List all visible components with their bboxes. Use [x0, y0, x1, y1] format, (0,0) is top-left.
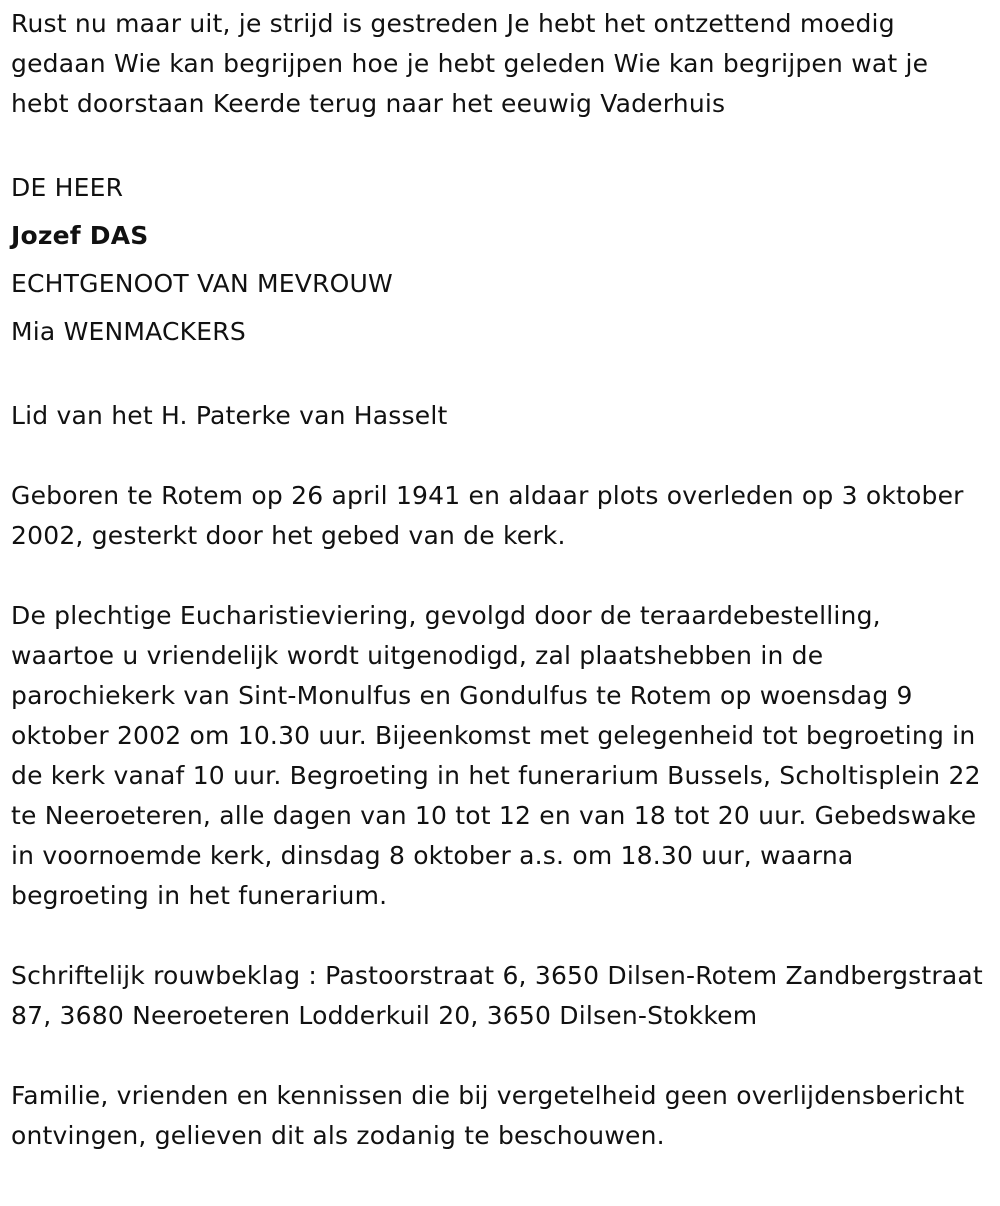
- title-line: DE HEER: [11, 173, 124, 202]
- deceased-name: Jozef DAS: [11, 221, 149, 250]
- spouse-name: Mia WENMACKERS: [11, 317, 246, 346]
- ceremony-paragraph: De plechtige Eucharistieviering, gevolgd door de teraardebestelling, waartoe u vriendelijk wordt uitgenodigd, zal plaatshebben in de parochiekerk van Sint-Monulfus en Gondulfus te Rotem op woensdag 9 oktober 2002 om 10.30 uur. Bijeenkomst met gelegenheid tot begroeting in de kerk vanaf 10 uur. Begroeting in het funerarium Bussels, Scholtisplein 22 te Neeroeteren, alle dagen van 10 tot 12 en van 18 tot 20 uur. Gebedswake in voornoemde kerk, dinsdag 8 oktober a.s. om 18.30 uur, waarna begroeting in het funerarium.: [11, 601, 981, 910]
- spacer: [11, 356, 990, 396]
- spacer: [11, 1036, 990, 1076]
- condolence-address-paragraph: Schriftelijk rouwbeklag : Pastoorstraat 6, 3650 Dilsen-Rotem Zandbergstraat 87, 3680 Neeroeteren Lodderkuil 20, 3650 Dilsen-Stokkem: [11, 961, 983, 1030]
- poem-paragraph: Rust nu maar uit, je strijd is gestreden Je hebt het ontzettend moedig gedaan Wie kan begrijpen hoe je hebt geleden Wie kan begrijpen wat je hebt doorstaan Keerde terug naar het eeuwig Vaderhuis: [11, 9, 929, 118]
- spacer: [11, 916, 990, 956]
- spouse-label: ECHTGENOOT VAN MEVROUW: [11, 269, 393, 298]
- spacer: [11, 436, 990, 476]
- membership-line: Lid van het H. Paterke van Hasselt: [11, 401, 448, 430]
- birth-death-paragraph: Geboren te Rotem op 26 april 1941 en aldaar plots overleden op 3 oktober 2002, gesterkt door het gebed van de kerk.: [11, 481, 964, 550]
- closing-note-paragraph: Familie, vrienden en kennissen die bij vergetelheid geen overlijdensbericht ontvingen, gelieven dit als zodanig te beschouwen.: [11, 1081, 965, 1150]
- spacer: [11, 556, 990, 596]
- spacer: [11, 124, 990, 164]
